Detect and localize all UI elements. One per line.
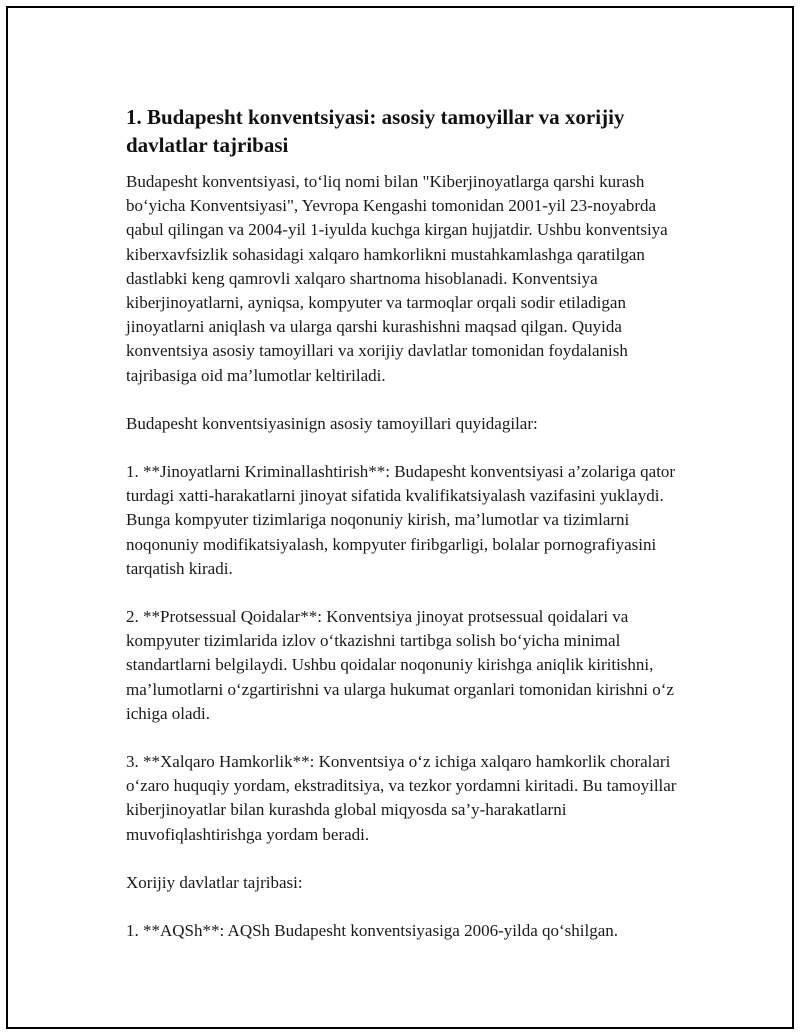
usa-experience-paragraph: 1. **AQSh**: AQSh Budapesht konventsiyasiga 2006-yilda qo‘shilgan. [126,921,619,941]
page-frame [6,6,794,1029]
intro-paragraph: Budapesht konventsiyasi, to‘liq nomi bilan "Kiberjinoyatlarga qarshi kurash bo‘yicha Konventsiyasi", Yevropa Kengashi tomonidan 2001-yil 23-noyabrda qabul qilingan va 2004-yil 1-iyulda kuchga kirgan hujjatdir. Ushbu konventsiya kiberxavfsizlik sohasidagi xalqaro hamkorlikni mustahkamlashga qaratilgan dastlabki keng qamrovli xalqaro shartnoma hisoblanadi. Konventsiya kiberjinoyatlarni, ayniqsa, kompyuter va tarmoqlar orqali sodir etiladigan jinoyatlarni aniqlash va ularga qarshi kurashishni maqsad qilgan. Quyida konventsiya asosiy tamoyillari va xorijiy davlatlar tomonidan foydalanish tajribasiga oid ma’lumotlar keltiriladi. [126,172,668,385]
principle-criminalization-paragraph: 1. **Jinoyatlarni Kriminallashtirish**: Budapesht konventsiyasi a’zolariga qator turdagi xatti-harakatlarni jinoyat sifatida kvalifikatsiyalash vazifasini yuklaydi. Bunga kompyuter tizimlariga noqonuniy kirish, ma’lumotlar va tizimlarni noqonuniy modifikatsiyalash, kompyuter firibgarligi, bolalar pornografiyasini tarqatish kiradi. [126,462,676,578]
principle-procedural-paragraph: 2. **Protsessual Qoidalar**: Konventsiya jinoyat protsessual qoidalari va kompyuter tizimlarida izlov o‘tkazishni tartibga solish bo‘yicha minimal standartlarni belgilaydi. Ushbu qoidalar noqonuniy kirishga aniqlik kiritishni, ma’lumotlarni o‘zgartirishni va ularga hukumat organlari tomonidan kirishni o‘z ichiga oladi. [126,607,674,723]
document-body [126,103,691,967]
foreign-experience-heading-paragraph: Xorijiy davlatlar tajribasi: [126,872,303,892]
principle-cooperation-paragraph: 3. **Xalqaro Hamkorlik**: Konventsiya o‘z ichiga xalqaro hamkorlik choralari o‘zaro huquqiy yordam, ekstraditsiya, va tezkor yordamni kiritadi. Bu tamoyillar kiberjinoyatlar bilan kurashda global miqyosda sa’y-harakatlarni muvofiqlashtirishga yordam beradi. [126,752,677,844]
principles-heading-paragraph: Budapesht konventsiyasinign asosiy tamoyillari quyidagilar: [126,413,538,433]
document-title: 1. Budapesht konventsiyasi: asosiy tamoyillar va xorijiy davlatlar tajribasi [126,105,625,157]
